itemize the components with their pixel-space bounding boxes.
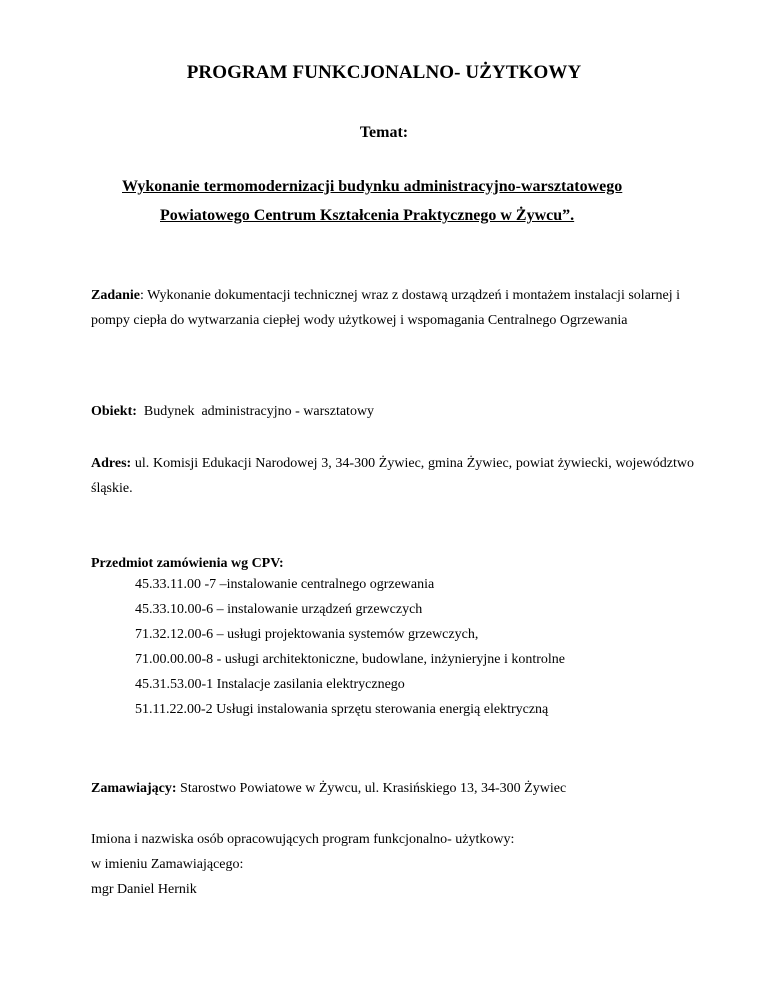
ordering-party-label: Zamawiający: [91,781,177,796]
cpv-item: 45.33.10.00-6 – instalowanie urządzeń grzewczych [135,602,423,617]
task-label: Zadanie [91,288,141,303]
authors-behalf: w imieniu Zamawiającego: [91,857,244,872]
cpv-item: 45.31.53.00-1 Instalacje zasilania elektrycznego [135,677,405,692]
author-name: mgr Daniel Hernik [91,882,197,897]
cpv-item: 51.11.22.00-2 Usługi instalowania sprzętu sterowania energią elektryczną [135,702,549,717]
topic-label: Temat: [359,124,409,141]
object-label: Obiekt: [91,404,137,419]
object-text: Budynek administracyjno - warsztatowy [136,404,375,419]
ordering-party-paragraph [91,776,694,801]
ordering-party-text: Starostwo Powiatowe w Żywcu, ul. Krasińskiego 13, 34-300 Żywiec [176,781,567,796]
document-title: PROGRAM FUNKCJONALNO- UŻYTKOWY [186,62,582,83]
object-paragraph [91,399,694,424]
task-paragraph [91,283,694,333]
cpv-item: 71.00.00.00-8 - usługi architektoniczne, budowlane, inżynieryjne i kontrolne [135,652,566,667]
address-label: Adres: [91,456,132,471]
cpv-heading: Przedmiot zamówienia wg CPV: [91,556,284,571]
cpv-item: 45.33.11.00 -7 –instalowanie centralnego ogrzewania [135,577,435,592]
cpv-item: 71.32.12.00-6 – usługi projektowania systemów grzewczych, [135,627,479,642]
address-paragraph [91,451,694,501]
topic-line-1: Wykonanie termomodernizacji budynku administracyjno-warsztatowego [122,178,623,195]
task-text: : Wykonanie dokumentacji technicznej wraz z dostawą urządzeń i montażem instalacji solarnej i pompy ciepła do wytwarzania ciepłej wody użytkowej i wspomagania Centralnego Ogrzewania [91,288,681,328]
cpv-list [135,572,565,722]
topic-line-2: Powiatowego Centrum Kształcenia Praktycznego w Żywcu”. [160,207,575,224]
authors-intro: Imiona i nazwiska osób opracowujących program funkcjonalno- użytkowy: [91,832,515,847]
address-text: ul. Komisji Edukacji Narodowej 3, 34-300 Żywiec, gmina Żywiec, powiat żywiecki, województwo śląskie. [91,456,694,496]
authors-block [91,827,694,902]
